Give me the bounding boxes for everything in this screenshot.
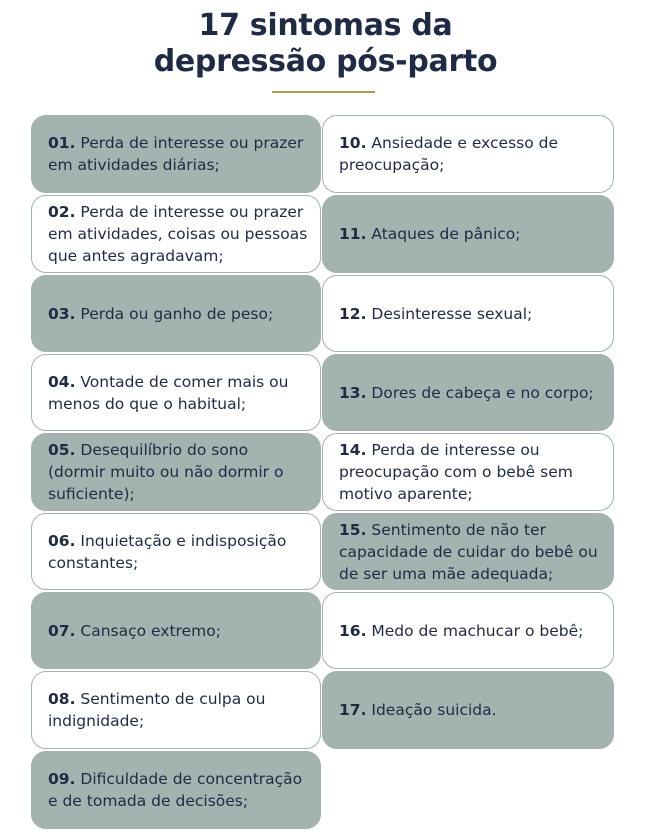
symptom-card-10 (322, 115, 614, 193)
symptom-text: Ansiedade e excesso de preocupação; (339, 134, 559, 174)
symptom-text: Perda de interesse ou prazer em atividades diárias; (48, 134, 304, 174)
title-divider (272, 91, 375, 93)
symptom-text: Perda de interesse ou preocupação com o bebê sem motivo aparente; (339, 441, 573, 503)
symptom-number: 11. (339, 225, 367, 243)
symptom-card-05 (31, 433, 321, 511)
symptom-card-01 (31, 115, 321, 193)
symptom-number: 17. (339, 701, 367, 719)
symptom-number: 13. (339, 383, 367, 402)
symptom-number: 04. (48, 372, 76, 391)
symptom-number: 03. (48, 304, 76, 323)
symptom-number: 01. (48, 134, 76, 152)
symptom-card-17 (322, 671, 614, 749)
symptom-number: 08. (48, 690, 76, 708)
symptom-number: 06. (48, 531, 76, 550)
symptom-text: Cansaço extremo; (75, 621, 221, 640)
symptom-card-15 (322, 513, 614, 590)
symptom-text: Sentimento de culpa ou indignidade; (48, 690, 266, 730)
symptom-card-12 (322, 275, 614, 352)
symptom-text: Vontade de comer mais ou menos do que o habitual; (48, 372, 289, 413)
title-line-2: depressão pós-parto (153, 44, 498, 79)
symptom-text: Perda de interesse ou prazer em atividades, coisas ou pessoas que antes agradavam; (48, 203, 308, 265)
symptom-card-13 (322, 354, 614, 431)
page-title (0, 8, 651, 80)
symptom-card-03 (31, 275, 321, 352)
symptom-number: 15. (339, 520, 367, 539)
symptom-number: 02. (48, 203, 76, 221)
title-line-1: 17 sintomas da (198, 8, 453, 43)
symptom-card-06 (31, 513, 321, 590)
symptom-text: Inquietação e indisposição constantes; (48, 531, 287, 572)
symptom-number: 16. (339, 621, 367, 640)
symptom-card-11 (322, 195, 614, 273)
symptom-card-08 (31, 671, 321, 749)
symptom-number: 12. (339, 304, 367, 323)
symptom-text: Desinteresse sexual; (366, 304, 533, 323)
symptom-text: Desequilíbrio do sono (dormir muito ou não dormir o suficiente); (48, 441, 284, 503)
symptom-number: 05. (48, 441, 76, 459)
symptom-text: Dificuldade de concentração e de tomada de decisões; (48, 770, 303, 810)
symptom-card-16 (322, 592, 614, 669)
symptom-number: 07. (48, 621, 76, 640)
symptom-text: Sentimento de não ter capacidade de cuidar do bebê ou de ser uma mãe adequada; (339, 520, 598, 583)
symptom-card-04 (31, 354, 321, 431)
symptom-text: Perda ou ganho de peso; (75, 304, 274, 323)
symptom-card-14 (322, 433, 614, 511)
symptom-number: 14. (339, 441, 367, 459)
symptom-card-09 (31, 751, 321, 829)
symptom-text: Dores de cabeça e no corpo; (366, 383, 594, 402)
symptom-card-02 (31, 195, 321, 273)
symptom-number: 10. (339, 134, 367, 152)
symptom-text: Medo de machucar o bebê; (366, 621, 584, 640)
symptom-card-07 (31, 592, 321, 669)
symptom-number: 09. (48, 770, 76, 788)
symptom-text: Ataques de pânico; (366, 225, 521, 243)
symptom-text: Ideação suicida. (366, 701, 497, 719)
